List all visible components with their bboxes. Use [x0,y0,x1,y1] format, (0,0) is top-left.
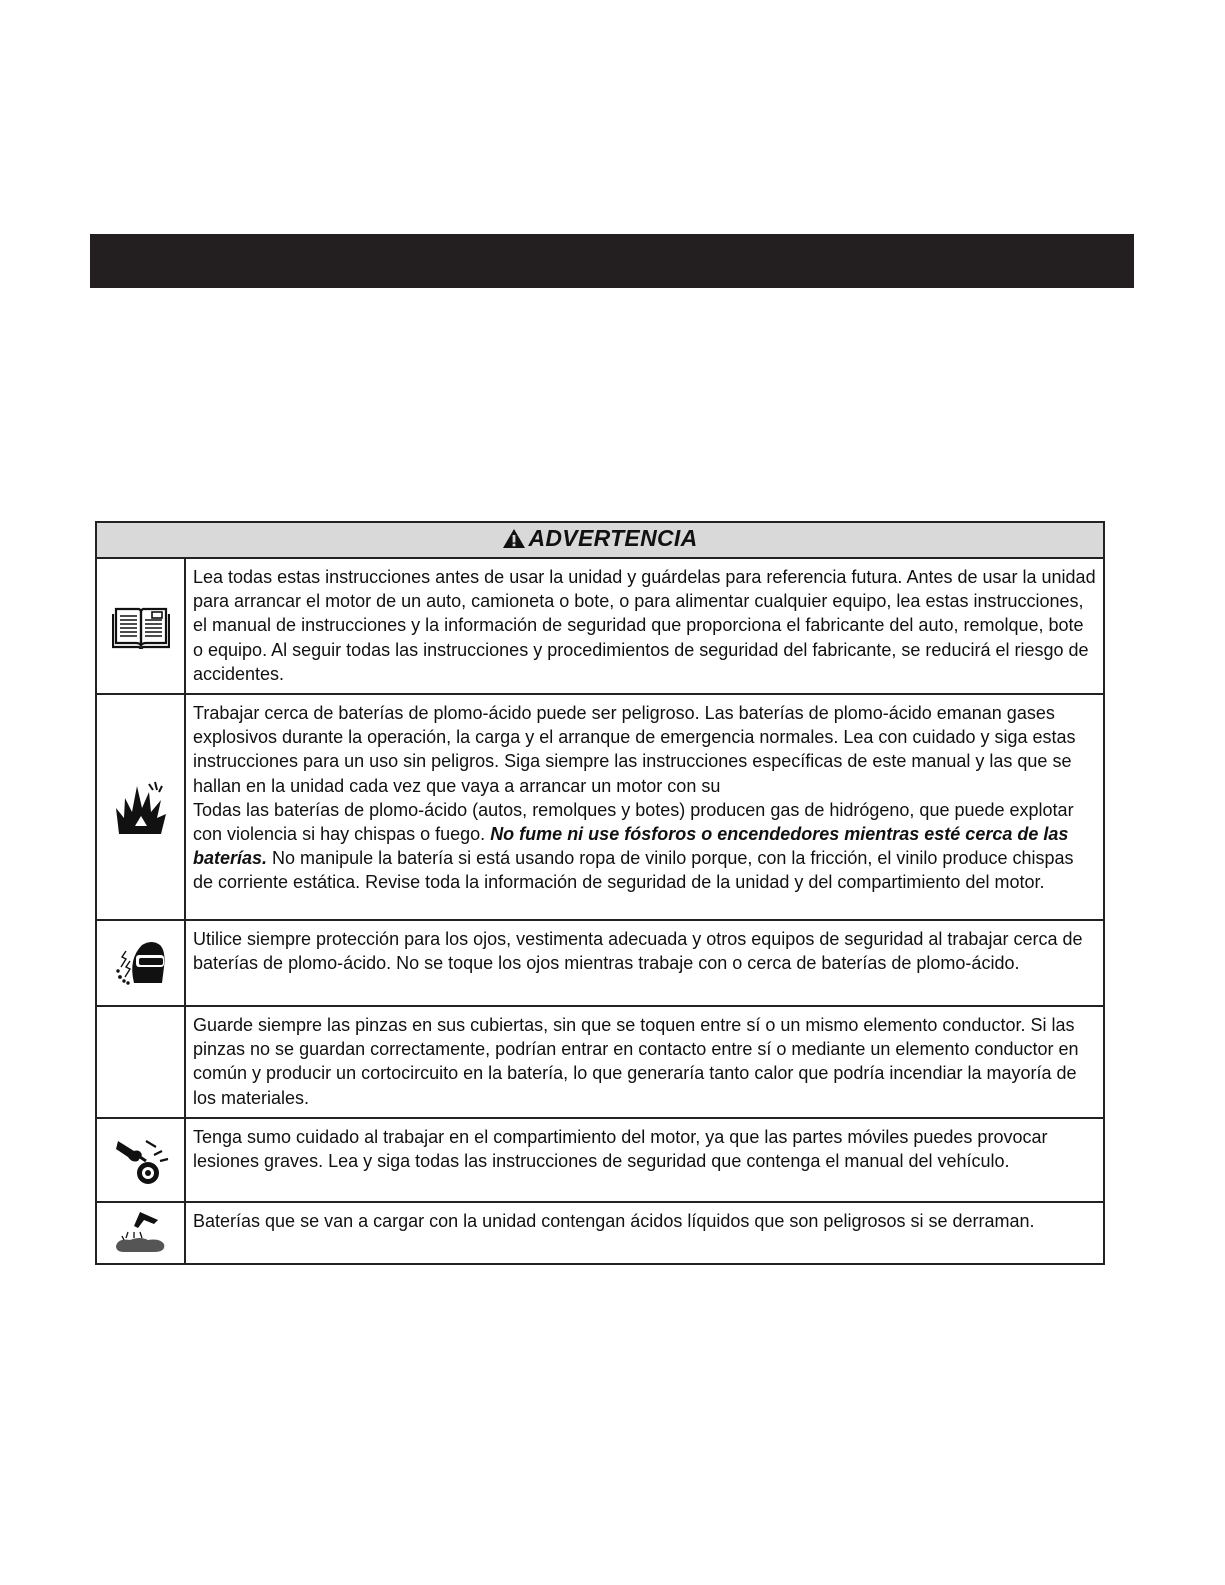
warning-text-eye-protection: Utilice siempre protección para los ojos, vestimenta adecuada y otros equipos de seguridad al trabajar cerca de baterías de plomo-ácido. No se toque los ojos mientras trabaje con o cerca de baterías de plomo-ácido. [185,920,1104,1006]
section-header-bar [90,234,1134,288]
warning-header-row [96,522,1104,558]
warning-text-engine-compartment: Tenga sumo cuidado al trabajar en el compartimiento del motor, ya que las partes móviles puedes provocar lesiones graves. Lea y siga todas las instrucciones de seguridad que contenga el manual del vehículo. [185,1118,1104,1202]
warning-text-acid-liquids: Baterías que se van a cargar con la unidad contengan ácidos líquidos que son peligrosos si se derraman. [185,1202,1104,1264]
moving-parts-hand-icon [96,1118,185,1202]
warning-row [96,694,1104,920]
vinyl-clothing-text: No manipule la batería si está usando ropa de vinilo porque, con la fricción, el vinilo produce chispas de corriente estática. Revise toda la información de seguridad de la unidad y del compartimiento del motor. [193,848,1074,893]
warning-title [96,522,1104,558]
warning-row [96,1006,1104,1118]
explosion-icon [96,694,185,920]
warning-triangle-icon [502,526,526,557]
warning-row [96,1118,1104,1202]
eye-protection-icon [96,920,185,1006]
corrosive-acid-icon [96,1202,185,1264]
warning-title-text: ADVERTENCIA [528,525,698,551]
warning-text-clamps-storage: Guarde siempre las pinzas en sus cubiertas, sin que se toquen entre sí o un mismo elemento conductor. Si las pinzas no se guardan correctamente, podrían entrar en contacto entre sí o mediante un elemento conductor en común y producir un cortocircuito en la batería, lo que generaría tanto calor que podría incendiar la mayoría de los materiales. [185,1006,1104,1118]
warning-text-read-instructions: Lea todas estas instrucciones antes de usar la unidad y guárdelas para referencia futura. Antes de usar la unidad para arrancar el motor de un auto, camioneta o bote, o para alimentar cualquier equipo, lea estas instrucciones, el manual de instrucciones y la información de seguridad que proporciona el fabricante del auto, remolque, bote o equipo. Al seguir todas las instrucciones y procedimientos de seguridad del fabricante, se reducirá el riesgo de accidentes. [185,558,1104,694]
hydrogen-gas-text: Todas las baterías de plomo-ácido (autos, remolques y botes) producen gas de hidrógeno, que puede explotar con violencia si hay chispas o fuego. [193,799,1074,845]
warning-row [96,920,1104,1006]
warning-text-lead-acid-batteries [185,694,1104,920]
warning-table [95,521,1105,1265]
empty-icon-cell [96,1006,185,1118]
warning-row [96,558,1104,694]
warning-row [96,1202,1104,1264]
no-smoking-warning: No fume ni use fósforos o encendedores mientras esté cerca de las baterías. [193,824,1069,869]
lead-acid-paragraph: Trabajar cerca de baterías de plomo-ácido puede ser peligroso. Las baterías de plomo-ácido emanan gases explosivos durante la operación, la carga y el arranque de emergencia normales. Lea con cuidado y siga estas instrucciones para un uso sin peligros. Siga siempre las instrucciones específicas de este manual y las que se hallan en la unidad cada vez que vaya a arrancar un motor con su [193,703,1076,796]
read-manual-icon [96,558,185,694]
